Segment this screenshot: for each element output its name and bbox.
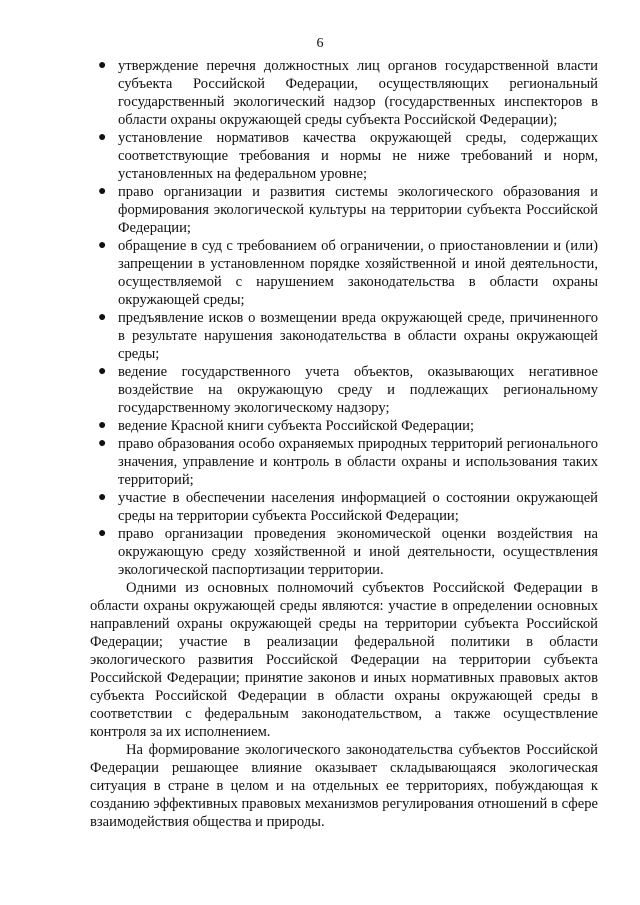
bullet-icon: ● [98, 310, 107, 325]
bullet-icon: ● [98, 130, 107, 145]
list-item-text: обращение в суд с требованием об ограничении, о приостановлении и (или) запрещении в установленном порядке хозяйственной и иной деятельности, осуществляемой с нарушением законодательства в области охраны окружающей среды; [118, 238, 598, 308]
document-body [90, 57, 598, 831]
list-item [90, 435, 598, 489]
paragraph: Одними из основных полномочий субъектов Российской Федерации в области охраны окружающей среды являются: участие в определении основных направлений охраны окружающей среды на территории субъекта Российской Федерации; участие в реализации федеральной политики в области экологического развития Российской Федерации на территории субъекта Российской Федерации; принятие законов и иных нормативных правовых актов субъекта Российской Федерации в области охраны окружающей среды в соответствии с федеральным законодательством, а также осуществление контроля за их исполнением. [90, 580, 598, 740]
list-item [90, 57, 598, 129]
bullet-icon: ● [98, 418, 107, 433]
bullet-list [90, 57, 598, 579]
list-item [90, 525, 598, 579]
list-item [90, 183, 598, 237]
list-item-text: установление нормативов качества окружающей среды, содержащих соответствующие требования и нормы не ниже требований и норм, установленных на федеральном уровне; [118, 130, 598, 182]
list-item-text: утверждение перечня должностных лиц органов государственной власти субъекта Российской Федерации, осуществляющих региональный государственный экологический надзор (государственных инспекторов в области охраны окружающей среды субъекта Российской Федерации); [118, 58, 598, 128]
list-item-text: право организации проведения экономической оценки воздействия на окружающую среду хозяйственной и иной деятельности, осуществления экологической паспортизации территории. [118, 526, 598, 578]
bullet-icon: ● [98, 526, 107, 541]
list-item [90, 417, 598, 435]
list-item-text: предъявление исков о возмещении вреда окружающей среде, причиненного в результате нарушения законодательства в области охраны окружающей среды; [118, 310, 598, 362]
bullet-icon: ● [98, 58, 107, 73]
list-item-text: право организации и развития системы экологического образования и формирования экологической культуры на территории субъекта Российской Федерации; [118, 184, 598, 236]
list-item [90, 363, 598, 417]
bullet-icon: ● [98, 184, 107, 199]
list-item-text: участие в обеспечении населения информацией о состоянии окружающей среды на территории субъекта Российской Федерации; [118, 490, 598, 524]
list-item [90, 129, 598, 183]
page-number: 6 [316, 36, 324, 51]
list-item [90, 237, 598, 309]
bullet-icon: ● [98, 364, 107, 379]
list-item-text: ведение Красной книги субъекта Российской Федерации; [118, 418, 475, 434]
bullet-icon: ● [98, 238, 107, 253]
list-item-text: право образования особо охраняемых природных территорий регионального значения, управление и контроль в области охраны и использования таких территорий; [118, 436, 598, 488]
bullet-icon: ● [98, 490, 107, 505]
bullet-icon: ● [98, 436, 107, 451]
paragraph: На формирование экологического законодательства субъектов Российской Федерации решающее влияние оказывает складывающаяся экологическая ситуация в стране в целом и на отдельных ее территориях, побуждающая к созданию эффективных правовых механизмов регулирования отношений в сфере взаимодействия общества и природы. [90, 742, 598, 830]
list-item [90, 309, 598, 363]
list-item-text: ведение государственного учета объектов, оказывающих негативное воздействие на окружающую среду и подлежащих региональному государственному экологическому надзору; [118, 364, 598, 416]
list-item [90, 489, 598, 525]
